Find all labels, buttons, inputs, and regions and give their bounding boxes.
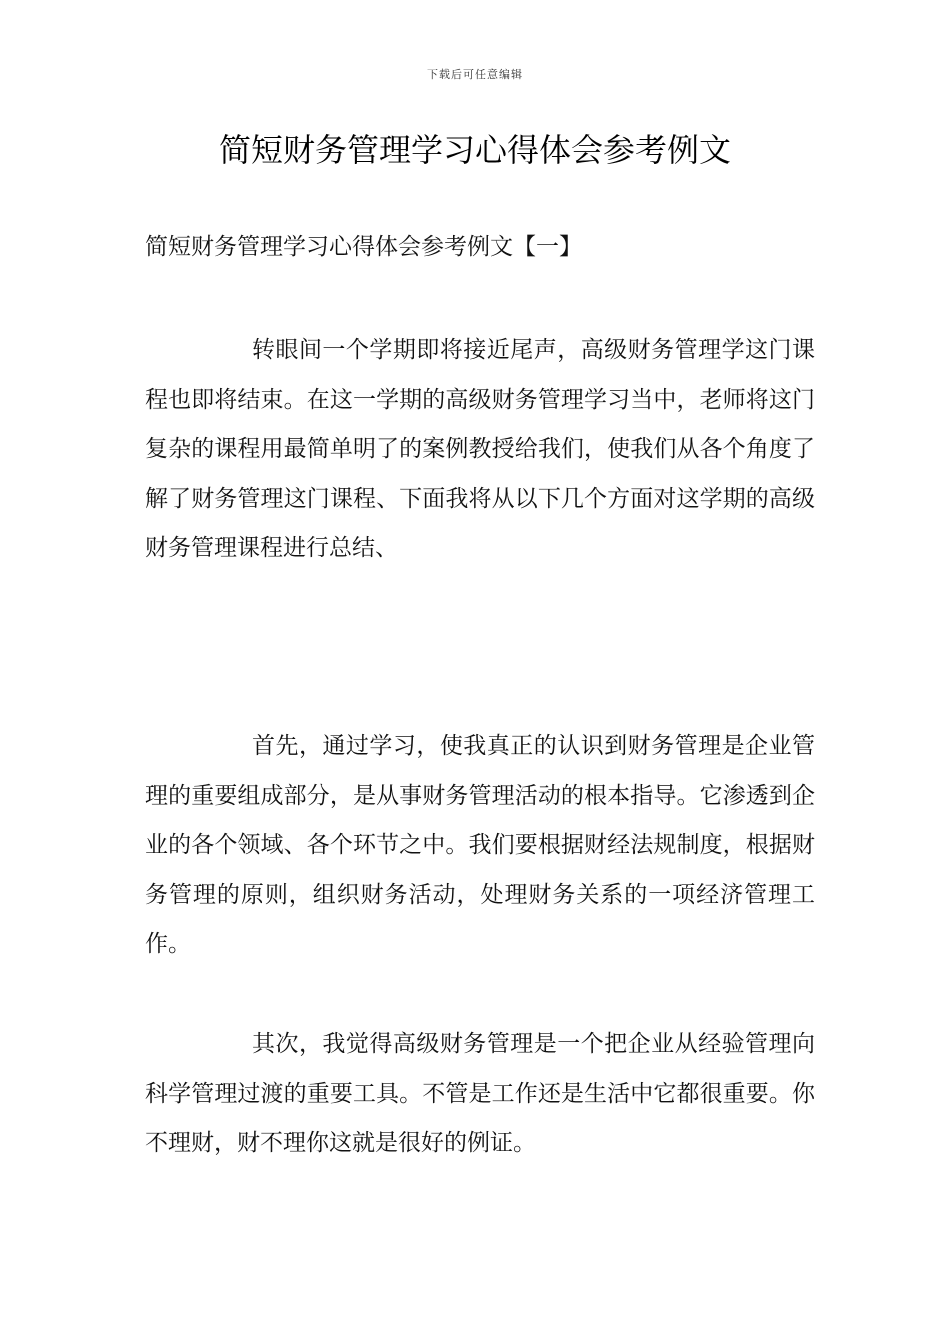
section-heading: 简短财务管理学习心得体会参考例文【一】 [145, 234, 582, 260]
header-note: 下载后可任意编辑 [427, 68, 523, 81]
document-title: 简短财务管理学习心得体会参考例文 [218, 131, 731, 169]
paragraph-2: 首先，通过学习，使我真正的认识到财务管理是企业管理的重要组成部分，是从事财务管理活动的根本指导。它渗透到企业的各个领域、各个环节之中。我们要根据财经法规制度，根据财务管理的原则，组织财务活动，处理财务关系的一项经济管理工作。 [145, 733, 815, 957]
paragraph-1: 转眼间一个学期即将接近尾声，高级财务管理学这门课程也即将结束。在这一学期的高级财务管理学习当中，老师将这门复杂的课程用最简单明了的案例教授给我们，使我们从各个角度了解了财务管理这门课程、下面我将从以下几个方面对这学期的高级财务管理课程进行总结、 [145, 337, 815, 561]
paragraph-3: 其次，我觉得高级财务管理是一个把企业从经验管理向科学管理过渡的重要工具。不管是工作还是生活中它都很重要。你不理财，财不理你这就是很好的例证。 [145, 1031, 815, 1156]
